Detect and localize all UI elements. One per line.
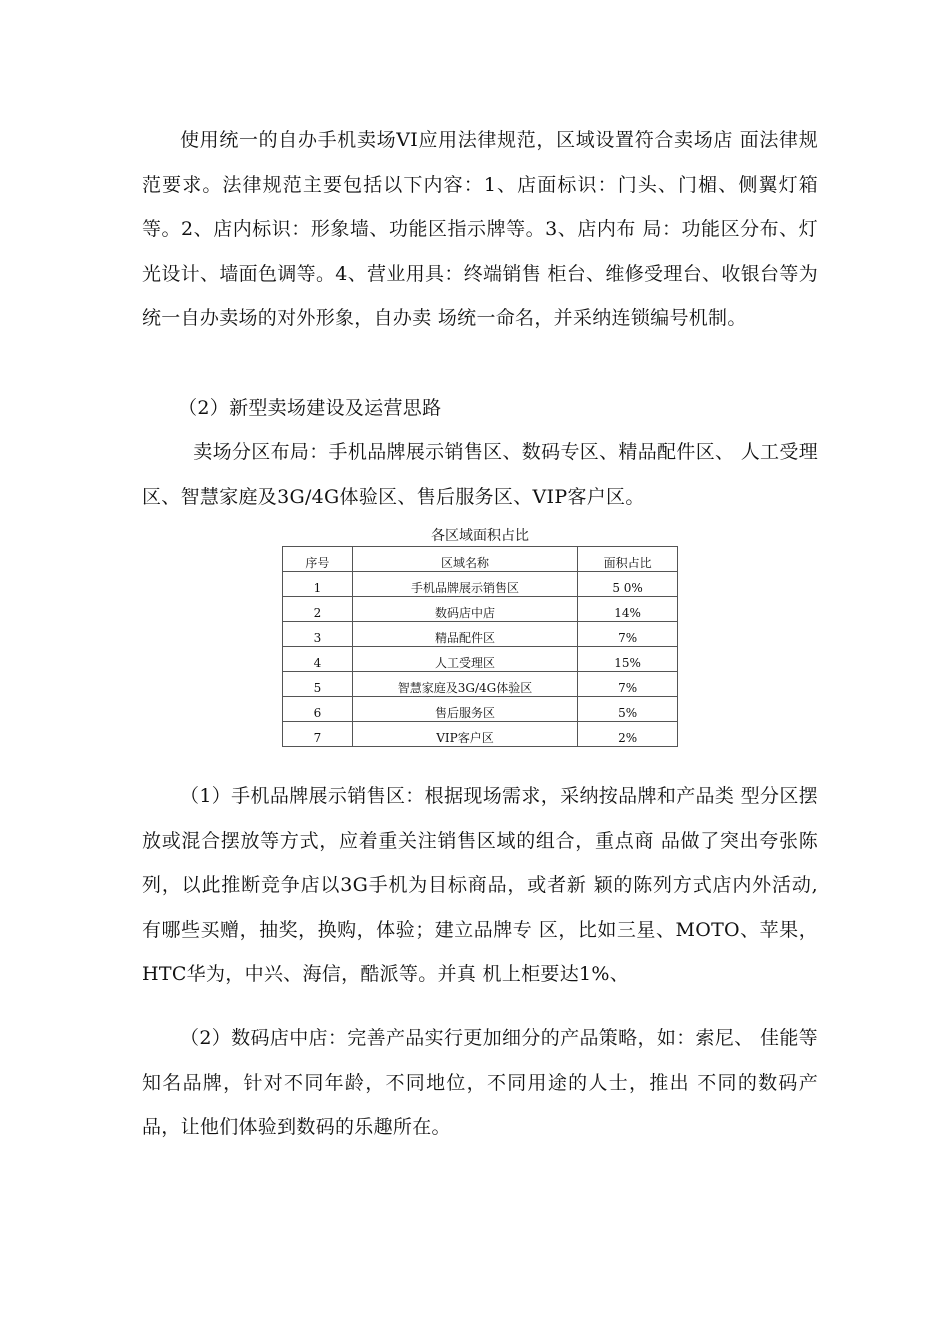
cell-area-ratio: 7% — [578, 622, 678, 647]
table-row — [283, 722, 678, 747]
area-ratio-table — [282, 546, 678, 747]
table-row — [283, 672, 678, 697]
cell-zone-name: 数码店中店 — [352, 597, 577, 622]
table-header-row — [283, 547, 678, 572]
cell-area-ratio: 5% — [578, 697, 678, 722]
section-heading-new-store: （2）新型卖场建设及运营思路 — [178, 397, 442, 419]
header-index: 序号 — [283, 547, 353, 572]
table-row — [283, 697, 678, 722]
paragraph-vi-standards: 使用统一的自办手机卖场VI应用法律规范，区域设置符合卖场店 面法律规范要求。法律规范主要包括以下内容：1、店面标识：门头、门楣、侧翼灯箱等。2、店内标识：形象墙、功能区指示牌等。3、店内布 局：功能区分布、灯光设计、墙面色调等。4、营业用具：终端销售 柜台、维修受理台、收银台等为统一自办卖场的对外形象，自办卖 场统一命名，并采纳连锁编号机制。 — [142, 129, 818, 329]
header-zone-name: 区域名称 — [352, 547, 577, 572]
cell-zone-name: 售后服务区 — [352, 697, 577, 722]
cell-zone-name: 精品配件区 — [352, 622, 577, 647]
cell-area-ratio: 7% — [578, 672, 678, 697]
paragraph-brand-display-zone: （1）手机品牌展示销售区：根据现场需求，采纳按品牌和产品类 型分区摆放或混合摆放等方式，应着重关注销售区域的组合，重点商 品做了突出夸张陈列，以此推断竞争店以3G手机为目标商品，或者新 颖的陈列方式店内外活动,有哪些买赠，抽奖，换购，体验；建立品牌专 区，比如三星、MOTO、苹果，HTC华为，中兴、海信，酷派等。并真 机上柜要达1%、 — [142, 785, 818, 985]
cell-index: 7 — [283, 722, 353, 747]
paragraph-digital-store-in-store: （2）数码店中店：完善产品实行更加细分的产品策略，如：索尼、 佳能等知名品牌，针对不同年龄，不同地位，不同用途的人士，推出 不同的数码产品，让他们体验到数码的乐趣所在。 — [142, 1027, 818, 1138]
cell-index: 5 — [283, 672, 353, 697]
cell-zone-name: 人工受理区 — [352, 647, 577, 672]
table-row — [283, 622, 678, 647]
cell-index: 3 — [283, 622, 353, 647]
cell-area-ratio: 15% — [578, 647, 678, 672]
cell-index: 1 — [283, 572, 353, 597]
table-row — [283, 647, 678, 672]
table-row — [283, 572, 678, 597]
cell-index: 6 — [283, 697, 353, 722]
cell-index: 2 — [283, 597, 353, 622]
paragraph-zone-layout: 卖场分区布局：手机品牌展示销售区、数码专区、精品配件区、 人工受理区、智慧家庭及3G/4G体验区、售后服务区、VIP客户区。 — [142, 441, 818, 508]
cell-area-ratio: 5 0% — [578, 572, 678, 597]
table-row — [283, 597, 678, 622]
table-caption: 各区域面积占比 — [431, 528, 529, 544]
header-area-ratio: 面积占比 — [578, 547, 678, 572]
cell-index: 4 — [283, 647, 353, 672]
cell-area-ratio: 2% — [578, 722, 678, 747]
cell-area-ratio: 14% — [578, 597, 678, 622]
cell-zone-name: 手机品牌展示销售区 — [352, 572, 577, 597]
cell-zone-name: VIP客户区 — [352, 722, 577, 747]
cell-zone-name: 智慧家庭及3G/4G体验区 — [352, 672, 577, 697]
